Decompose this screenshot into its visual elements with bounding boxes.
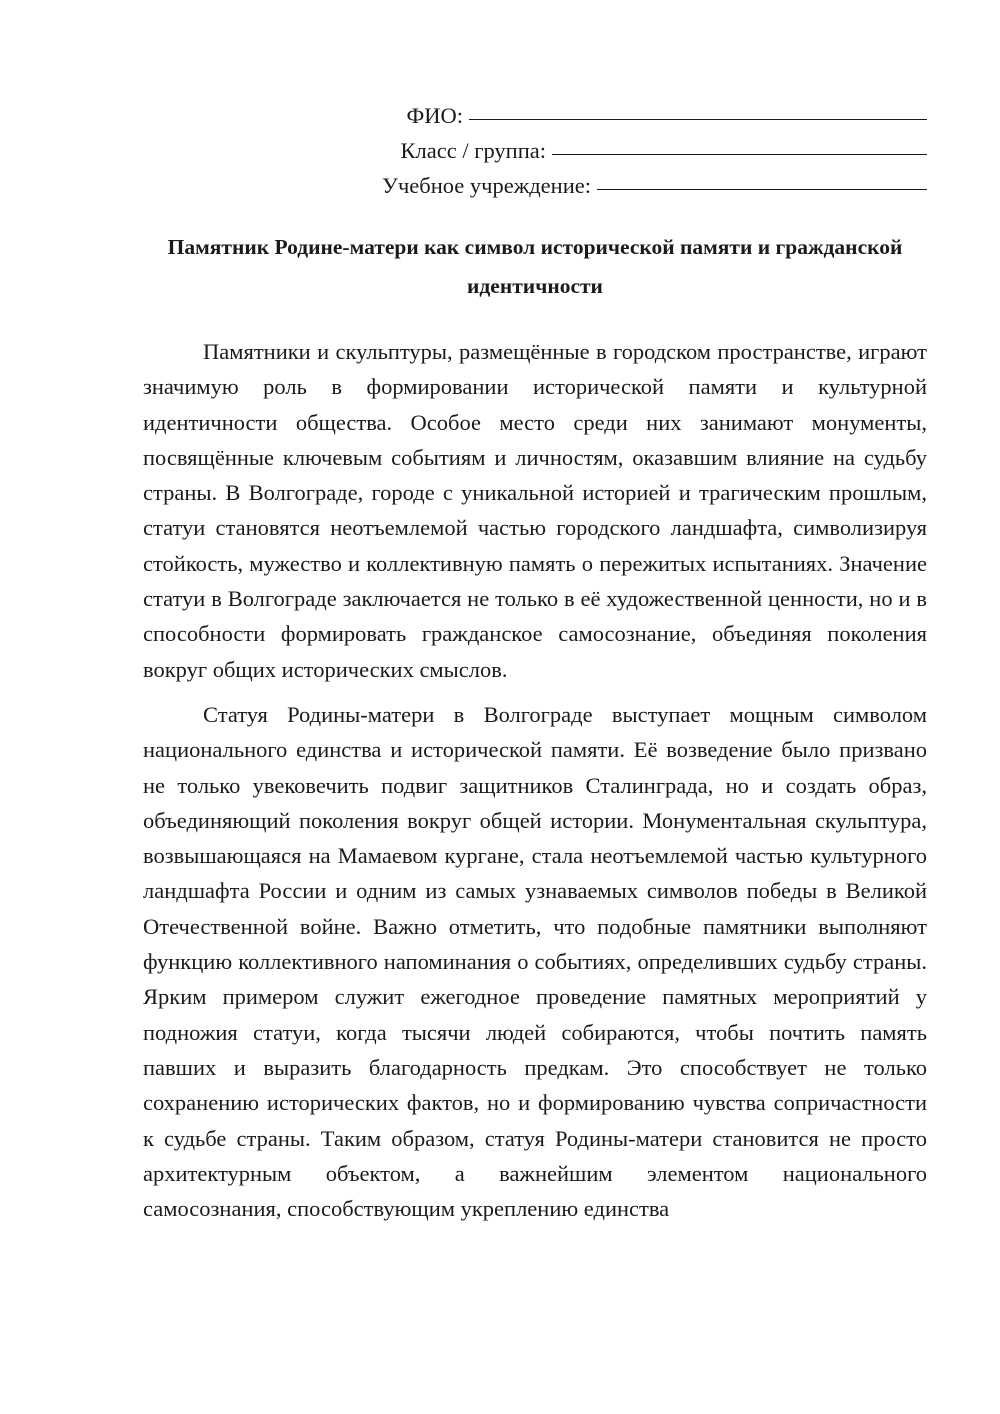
paragraph-1: Памятники и скульптуры, размещённые в городском пространстве, играют значимую роль в формировании исторической памяти и культурной идентичности общества. Особое место среди них занимают монументы, посвящённые ключевым событиям и личностям, оказавшим влияние на судьбу страны. В Волгограде, городе с уникальной историей и трагическим прошлым, статуи становятся неотъемлемой частью городского ландшафта, символизируя стойкость, мужество и коллективную память о пережитых испытаниях. Значение статуи в Волгограде заключается не только в её художественной ценности, но и в способности формировать гражданское самосознание, объединяя поколения вокруг общих исторических смыслов. [143,339,927,682]
document-body [143,334,927,1226]
institution-label: Учебное учреждение: [382,173,591,198]
institution-field [0,166,927,201]
paragraph-2: Статуя Родины-матери в Волгограде выступает мощным символом национального единства и исторической памяти. Её возведение было призвано не только увековечить подвиг защитников Сталинграда, но и создать образ, объединяющий поколения вокруг общей истории. Монументальная скульптура, возвышающаяся на Мамаевом кургане, стала неотъемлемой частью культурного ландшафта России и одним из самых узнаваемых символов победы в Великой Отечественной войне. Важно отметить, что подобные памятники выполняют функцию коллективного напоминания о событиях, определивших судьбу страны. Ярким примером служит ежегодное проведение памятных мероприятий у подножия статуи, когда тысячи людей собираются, чтобы почтить память павших и выразить благодарность предкам. Это способствует не только сохранению исторических фактов, но и формированию чувства сопричастности к судьбе страны. Таким образом, статуя Родины-матери становится не просто архитектурным объектом, а важнейшим элементом национального самосознания, способствующим укреплению единства [143,701,927,1222]
fio-label: ФИО: [406,103,463,128]
fio-field [0,96,927,131]
institution-blank-line [597,163,927,190]
fio-blank-line [469,93,927,120]
document-title: Памятник Родине-матери как символ исторической памяти и гражданской идентичности [167,235,903,298]
student-info-fields [0,96,927,201]
class-group-blank-line [552,128,927,155]
class-group-field [0,131,927,166]
class-group-label: Класс / группа: [400,138,546,163]
